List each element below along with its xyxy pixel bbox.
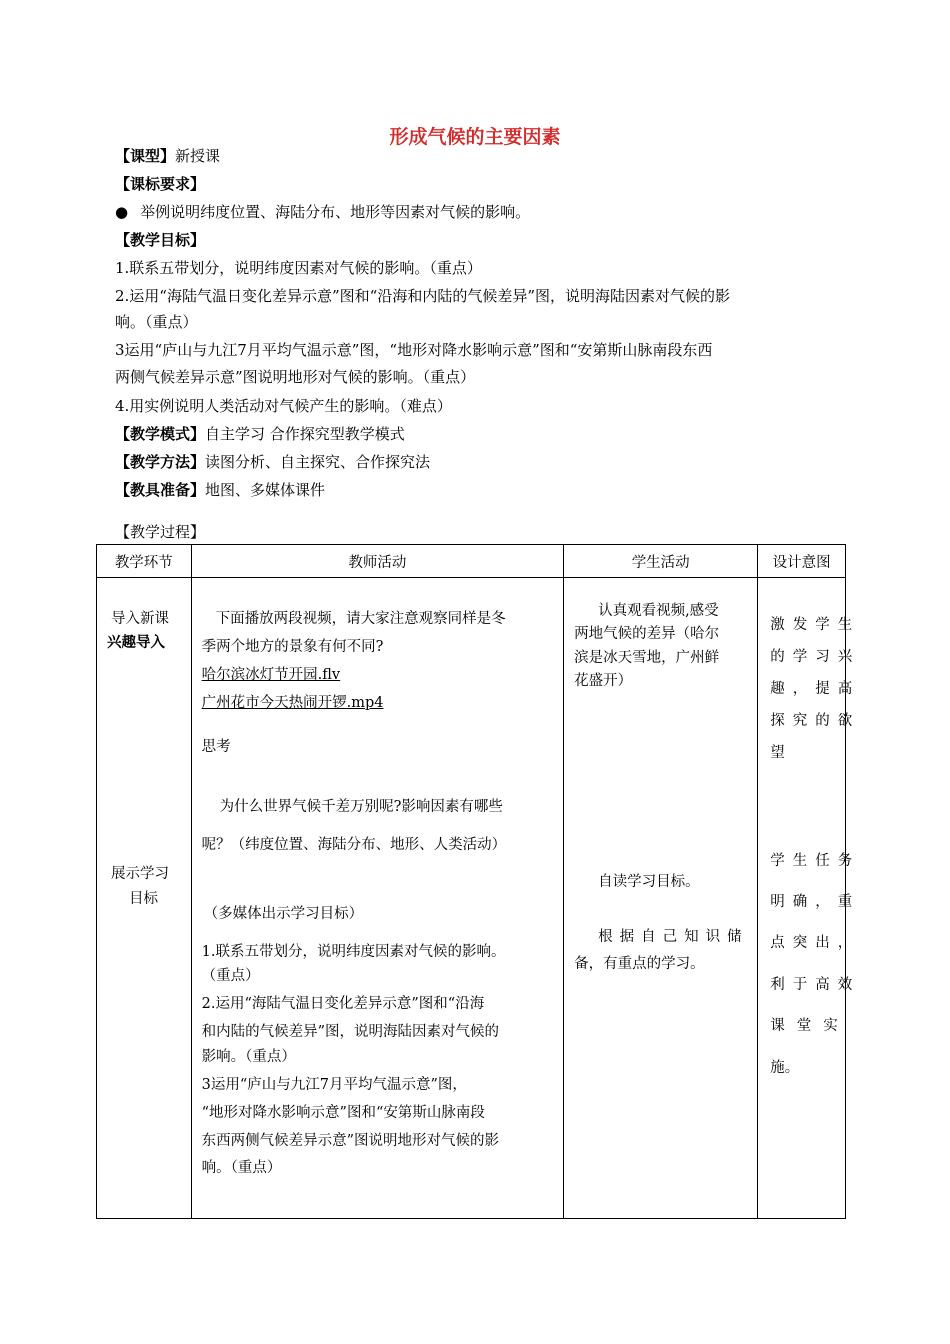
table-header-row bbox=[97, 545, 846, 578]
teacher-objective: 1.联系五带划分，说明纬度因素对气候的影响。 bbox=[201, 944, 506, 960]
teacher-objective: 2.运用“海陆气温日变化差异示意”图和“沿海 bbox=[201, 996, 485, 1012]
teaching-mode-label: 【教学模式】 bbox=[115, 425, 206, 443]
teaching-tools-label: 【教具准备】 bbox=[115, 481, 206, 499]
student-text: 花盛开） bbox=[574, 673, 633, 689]
teacher-text: 下面播放两段视频，请大家注意观察同样是冬 bbox=[215, 611, 506, 627]
lesson-type bbox=[115, 146, 850, 166]
teacher-objective: 3运用“庐山与九江7月平均气温示意”图， bbox=[201, 1077, 467, 1093]
video-link-harbin[interactable]: 哈尔滨冰灯节开园.flv bbox=[201, 667, 341, 683]
standard-item bbox=[115, 202, 850, 222]
intent-text: 望 bbox=[770, 745, 785, 761]
teacher-objective: （重点） bbox=[201, 968, 260, 984]
teacher-objective: 和内陆的气候差异”图，说明海陆因素对气候的 bbox=[201, 1024, 500, 1040]
teacher-objective: 影响。（重点） bbox=[201, 1049, 296, 1065]
intent-text: 课堂实 bbox=[770, 1018, 850, 1034]
teacher-objective: 响。（重点） bbox=[201, 1160, 282, 1176]
teacher-media-note: （多媒体出示学习目标） bbox=[203, 906, 364, 922]
intent-text: 探究的欲 bbox=[770, 713, 861, 729]
intent-text: 激发学生 bbox=[770, 617, 861, 633]
intent-text: 点突出， bbox=[770, 935, 861, 951]
teacher-question: 为什么世界气候千差万别呢?影响因素有哪些 bbox=[219, 799, 503, 815]
intent-text: 趣，提高 bbox=[770, 681, 861, 697]
lesson-type-value: 新授课 bbox=[175, 147, 221, 165]
stage-interest: 兴趣导入 bbox=[107, 634, 165, 651]
teacher-cell bbox=[191, 578, 563, 1219]
teaching-mode-value: 自主学习 合作探究型教学模式 bbox=[205, 425, 405, 443]
objective-line: 1.联系五带划分，说明纬度因素对气候的影响。（重点） bbox=[115, 259, 482, 277]
student-text: 备，有重点的学习。 bbox=[574, 956, 705, 972]
process-table bbox=[96, 544, 861, 1219]
teaching-method bbox=[115, 452, 850, 472]
header-student: 学生活动 bbox=[564, 545, 758, 578]
intent-text: 利于高效 bbox=[770, 977, 861, 993]
teacher-think: 思考 bbox=[201, 739, 231, 755]
page-title: 形成气候的主要因素 bbox=[389, 126, 561, 148]
intent-cell bbox=[758, 578, 861, 1219]
teaching-tools bbox=[115, 480, 850, 500]
standard-heading: 【课标要求】 bbox=[115, 175, 206, 193]
teaching-mode bbox=[115, 424, 850, 444]
teacher-question: 呢？（纬度位置、海陆分布、地形、人类活动） bbox=[201, 837, 507, 853]
stage-cell bbox=[97, 578, 192, 1219]
teaching-method-value: 读图分析、自主探究、合作探究法 bbox=[205, 453, 431, 471]
process-heading: 【教学过程】 bbox=[115, 523, 206, 541]
stage-goals-2: 目标 bbox=[129, 891, 158, 907]
objective-line: 2.运用“海陆气温日变化差异示意”图和“沿海和内陆的气候差异”图，说明海陆因素对气候的影 bbox=[115, 287, 730, 305]
table-row bbox=[97, 578, 846, 1219]
teacher-objective: “地形对降水影响示意”图和“安第斯山脉南段 bbox=[201, 1105, 485, 1121]
bullet-icon: ● bbox=[115, 203, 129, 221]
stage-goals: 展示学习 bbox=[111, 866, 169, 882]
student-text: 滨是冰天雪地，广州鲜 bbox=[574, 650, 720, 666]
student-text: 自读学习目标。 bbox=[598, 874, 700, 890]
student-text: 根据自己知识储 bbox=[598, 929, 749, 945]
teacher-text: 季两个地方的景象有何不同? bbox=[201, 639, 384, 655]
objective-line: 3运用“庐山与九江7月平均气温示意”图，“地形对降水影响示意”图和“安第斯山脉南段东西 bbox=[115, 341, 713, 359]
stage-intro: 导入新课 bbox=[111, 611, 169, 627]
standard-text: 举例说明纬度位置、海陆分布、地形等因素对气候的影响。 bbox=[140, 203, 531, 221]
header-intent: 设计意图 bbox=[758, 545, 846, 578]
header-teacher: 教师活动 bbox=[191, 545, 563, 578]
teacher-objective: 东西两侧气候差异示意”图说明地形对气候的影 bbox=[201, 1133, 500, 1149]
lesson-type-label: 【课型】 bbox=[115, 147, 176, 165]
objective-line: 4.用实例说明人类活动对气候产生的影响。（难点） bbox=[115, 397, 452, 415]
objective-line: 响。（重点） bbox=[115, 313, 198, 331]
teaching-tools-value: 地图、多媒体课件 bbox=[205, 481, 326, 499]
header-stage: 教学环节 bbox=[97, 545, 192, 578]
objective-line: 两侧气候差异示意”图说明地形对气候的影响。（重点） bbox=[115, 368, 476, 386]
student-text: 两地气候的差异（哈尔 bbox=[574, 626, 720, 642]
intent-text: 施。 bbox=[770, 1060, 800, 1076]
teaching-method-label: 【教学方法】 bbox=[115, 453, 206, 471]
intent-text: 学生任务 bbox=[770, 853, 861, 869]
video-link-guangzhou[interactable]: 广州花市今天热闹开锣.mp4 bbox=[201, 695, 384, 711]
intent-text: 明确，重 bbox=[770, 894, 861, 910]
student-cell bbox=[564, 578, 758, 1219]
intent-text: 的学习兴 bbox=[770, 649, 861, 665]
objectives-heading: 【教学目标】 bbox=[115, 231, 206, 249]
student-text: 认真观看视频,感受 bbox=[598, 603, 719, 619]
